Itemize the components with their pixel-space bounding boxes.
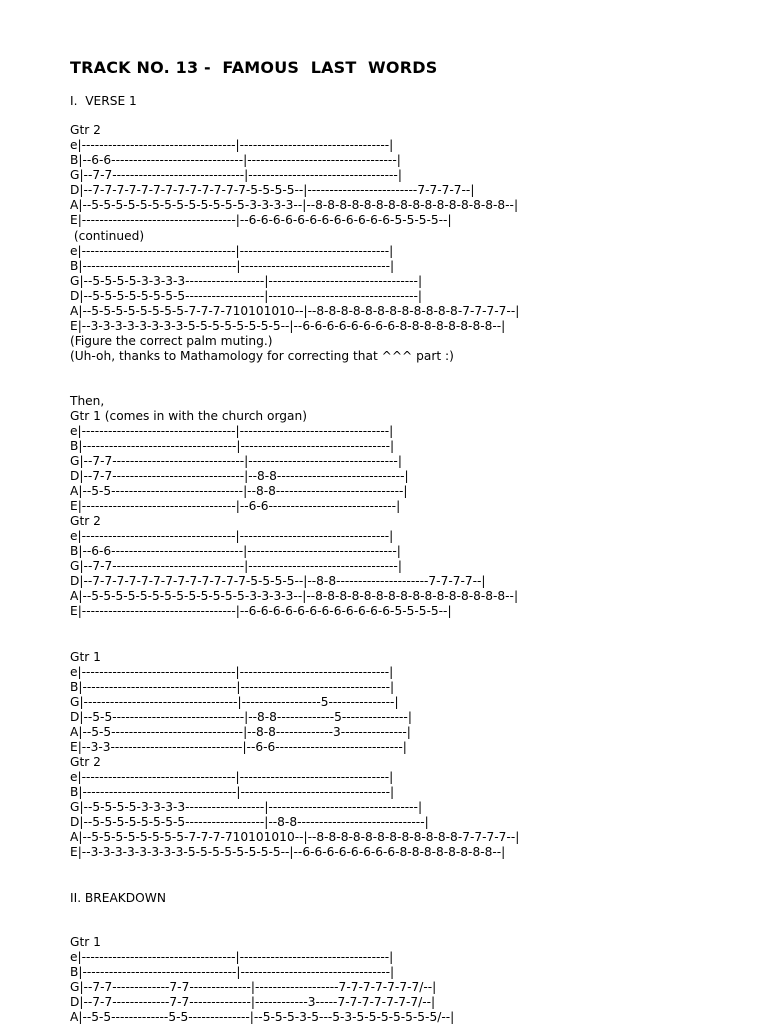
tab-line: D|--7-7-7-7-7-7-7-7-7-7-7-7-7-5-5-5-5--|-------------------------7-7-7-7--| [70,183,475,197]
tab-line: G|-----------------------------------|------------------5---------------| [70,695,399,709]
tab-line: B|-----------------------------------|----------------------------------| [70,785,395,799]
section-heading-breakdown: II. BREAKDOWN [70,891,166,905]
tab-line: G|--7-7------------------------------|----------------------------------| [70,168,402,182]
guitar-label: Gtr 2 [70,514,101,528]
tab-line: E|-----------------------------------|--6-6-6-6-6-6-6-6-6-6-6-6-5-5-5-5--| [70,213,452,227]
tab-line: A|--5-5-------------5-5--------------|--5-5-5-3-5---5-3-5-5-5-5-5-5-5/--| [70,1010,455,1024]
tab-line: E|-----------------------------------|--6-6-6-6-6-6-6-6-6-6-6-6-5-5-5-5--| [70,604,452,618]
tab-line: B|-----------------------------------|----------------------------------| [70,680,395,694]
tab-line: B|-----------------------------------|----------------------------------| [70,439,395,453]
tab-line: G|--5-5-5-5-3-3-3-3------------------|----------------------------------| [70,800,423,814]
tab-line: E|-----------------------------------|--6-6-----------------------------| [70,499,401,513]
tab-line: G|--5-5-5-5-3-3-3-3------------------|----------------------------------| [70,274,423,288]
tab-line: e|-----------------------------------|----------------------------------| [70,950,394,964]
tab-line: e|-----------------------------------|----------------------------------| [70,529,394,543]
tab-line: e|-----------------------------------|----------------------------------| [70,770,394,784]
tab-line: A|--5-5-5-5-5-5-5-5-5-5-5-5-5-3-3-3-3--|--8-8-8-8-8-8-8-8-8-8-8-8-8-8-8-8--| [70,589,519,603]
tab-line: D|--7-7-------------7-7--------------|------------3-----7-7-7-7-7-7-7/--| [70,995,436,1009]
tab-line: G|--7-7------------------------------|----------------------------------| [70,454,402,468]
tab-line: e|-----------------------------------|----------------------------------| [70,424,394,438]
guitar-label: Gtr 1 (comes in with the church organ) [70,409,307,423]
tab-line: B|-----------------------------------|----------------------------------| [70,259,395,273]
tab-line: G|--7-7------------------------------|----------------------------------| [70,559,402,573]
tab-line: A|--5-5------------------------------|--8-8-------------3---------------| [70,725,411,739]
tab-line: D|--5-5------------------------------|--8-8-------------5---------------| [70,710,412,724]
document-title: TRACK NO. 13 - FAMOUS LAST WORDS [70,58,438,77]
tab-line: E|--3-3-3-3-3-3-3-3-5-5-5-5-5-5-5-5--|--6-6-6-6-6-6-6-6-8-8-8-8-8-8-8-8--| [70,319,506,333]
tab-line: A|--5-5------------------------------|--8-8-----------------------------| [70,484,408,498]
tab-line: B|--6-6------------------------------|----------------------------------| [70,544,401,558]
tab-line: e|-----------------------------------|----------------------------------| [70,244,394,258]
tab-line: E|--3-3-3-3-3-3-3-3-5-5-5-5-5-5-5-5--|--6-6-6-6-6-6-6-6-8-8-8-8-8-8-8-8--| [70,845,506,859]
guitar-label: Gtr 1 [70,935,101,949]
tab-line: B|-----------------------------------|----------------------------------| [70,965,395,979]
tab-line: B|--6-6------------------------------|----------------------------------| [70,153,401,167]
guitar-label: Gtr 1 [70,650,101,664]
continued-label: (continued) [70,229,145,243]
section-heading-verse-1: I. VERSE 1 [70,94,137,108]
tab-line: G|--7-7-------------7-7--------------|-------------------7-7-7-7-7-7-7/--| [70,980,437,994]
tab-line: E|--3-3------------------------------|--6-6-----------------------------| [70,740,407,754]
tab-line: D|--5-5-5-5-5-5-5-5------------------|----------------------------------| [70,289,422,303]
tab-line: e|-----------------------------------|----------------------------------| [70,665,394,679]
note-text: (Figure the correct palm muting.) [70,334,273,348]
tab-line: A|--5-5-5-5-5-5-5-5-7-7-7-710101010--|--8-8-8-8-8-8-8-8-8-8-8-8-7-7-7-7--| [70,304,520,318]
note-text: (Uh-oh, thanks to Mathamology for correcting that ^^^ part :) [70,349,454,363]
tab-line: D|--5-5-5-5-5-5-5-5------------------|--8-8-----------------------------| [70,815,429,829]
tab-line: A|--5-5-5-5-5-5-5-5-5-5-5-5-5-3-3-3-3--|--8-8-8-8-8-8-8-8-8-8-8-8-8-8-8-8--| [70,198,519,212]
tab-line: A|--5-5-5-5-5-5-5-5-7-7-7-710101010--|--8-8-8-8-8-8-8-8-8-8-8-8-7-7-7-7--| [70,830,520,844]
guitar-label: Gtr 2 [70,755,101,769]
note-text: Then, [70,394,105,408]
tab-line: e|-----------------------------------|----------------------------------| [70,138,394,152]
guitar-label: Gtr 2 [70,123,101,137]
tab-line: D|--7-7-7-7-7-7-7-7-7-7-7-7-7-5-5-5-5--|--8-8---------------------7-7-7-7--| [70,574,486,588]
tab-line: D|--7-7------------------------------|--8-8-----------------------------| [70,469,409,483]
